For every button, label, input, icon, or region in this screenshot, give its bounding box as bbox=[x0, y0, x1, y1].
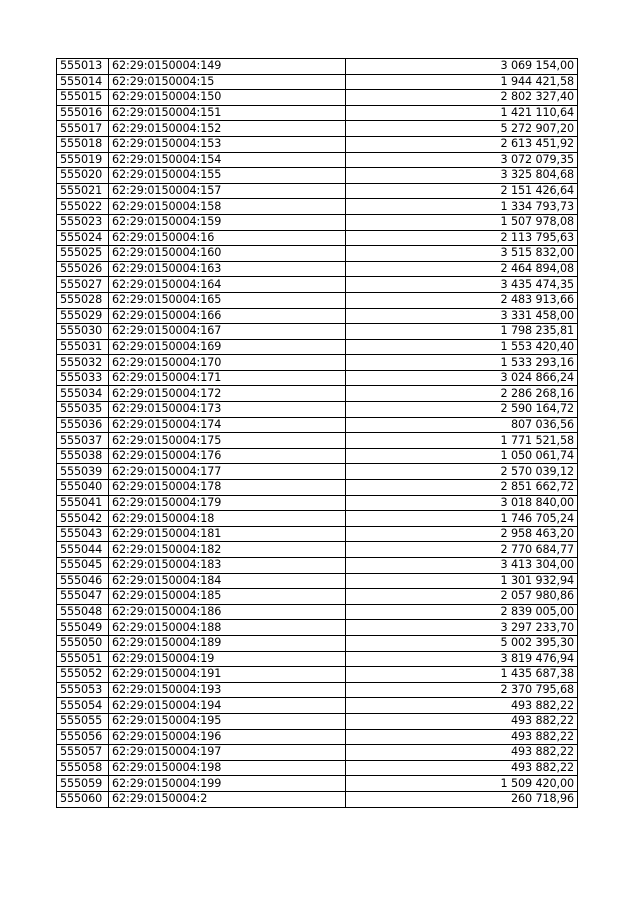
row-number-cell: 555013 bbox=[57, 59, 109, 75]
row-number-cell: 555023 bbox=[57, 214, 109, 230]
table-row bbox=[57, 542, 578, 558]
table-row bbox=[57, 105, 578, 121]
cadastral-value-cell: 3 819 476,94 bbox=[346, 651, 578, 667]
table-row bbox=[57, 760, 578, 776]
table-row bbox=[57, 402, 578, 418]
cadastral-value-cell: 5 272 907,20 bbox=[346, 121, 578, 137]
row-number-cell: 555031 bbox=[57, 339, 109, 355]
cadastral-number-cell: 62:29:0150004:177 bbox=[109, 464, 346, 480]
table-row bbox=[57, 433, 578, 449]
row-number-cell: 555032 bbox=[57, 355, 109, 371]
cadastral-value-cell: 1 553 420,40 bbox=[346, 339, 578, 355]
row-number-cell: 555036 bbox=[57, 417, 109, 433]
cadastral-number-cell: 62:29:0150004:159 bbox=[109, 214, 346, 230]
cadastral-number-cell: 62:29:0150004:167 bbox=[109, 324, 346, 340]
table-row bbox=[57, 199, 578, 215]
cadastral-number-cell: 62:29:0150004:174 bbox=[109, 417, 346, 433]
row-number-cell: 555053 bbox=[57, 682, 109, 698]
row-number-cell: 555040 bbox=[57, 480, 109, 496]
row-number-cell: 555016 bbox=[57, 105, 109, 121]
cadastral-number-cell: 62:29:0150004:152 bbox=[109, 121, 346, 137]
cadastral-value-cell: 493 882,22 bbox=[346, 713, 578, 729]
cadastral-value-cell: 2 958 463,20 bbox=[346, 526, 578, 542]
row-number-cell: 555038 bbox=[57, 448, 109, 464]
cadastral-number-cell: 62:29:0150004:163 bbox=[109, 261, 346, 277]
cadastral-value-cell: 1 533 293,16 bbox=[346, 355, 578, 371]
cadastral-value-cell: 3 325 804,68 bbox=[346, 168, 578, 184]
cadastral-number-cell: 62:29:0150004:171 bbox=[109, 370, 346, 386]
table-row bbox=[57, 74, 578, 90]
row-number-cell: 555034 bbox=[57, 386, 109, 402]
row-number-cell: 555048 bbox=[57, 604, 109, 620]
table-row bbox=[57, 246, 578, 262]
cadastral-number-cell: 62:29:0150004:160 bbox=[109, 246, 346, 262]
cadastral-number-cell: 62:29:0150004:172 bbox=[109, 386, 346, 402]
row-number-cell: 555046 bbox=[57, 573, 109, 589]
cadastral-value-cell: 3 024 866,24 bbox=[346, 370, 578, 386]
table-row bbox=[57, 339, 578, 355]
row-number-cell: 555018 bbox=[57, 136, 109, 152]
table-row bbox=[57, 59, 578, 75]
cadastral-value-cell: 2 370 795,68 bbox=[346, 682, 578, 698]
table-row bbox=[57, 558, 578, 574]
row-number-cell: 555054 bbox=[57, 698, 109, 714]
cadastral-number-cell: 62:29:0150004:198 bbox=[109, 760, 346, 776]
cadastral-number-cell: 62:29:0150004:154 bbox=[109, 152, 346, 168]
table-row bbox=[57, 324, 578, 340]
cadastral-number-cell: 62:29:0150004:184 bbox=[109, 573, 346, 589]
cadastral-value-cell: 807 036,56 bbox=[346, 417, 578, 433]
row-number-cell: 555025 bbox=[57, 246, 109, 262]
table-row bbox=[57, 589, 578, 605]
row-number-cell: 555044 bbox=[57, 542, 109, 558]
cadastral-value-cell: 2 802 327,40 bbox=[346, 90, 578, 106]
table-row bbox=[57, 292, 578, 308]
row-number-cell: 555021 bbox=[57, 183, 109, 199]
cadastral-number-cell: 62:29:0150004:165 bbox=[109, 292, 346, 308]
table-row bbox=[57, 604, 578, 620]
cadastral-number-cell: 62:29:0150004:186 bbox=[109, 604, 346, 620]
cadastral-value-table bbox=[56, 58, 578, 808]
cadastral-value-cell: 1 421 110,64 bbox=[346, 105, 578, 121]
table-row bbox=[57, 620, 578, 636]
row-number-cell: 555015 bbox=[57, 90, 109, 106]
cadastral-value-cell: 1 798 235,81 bbox=[346, 324, 578, 340]
cadastral-number-cell: 62:29:0150004:193 bbox=[109, 682, 346, 698]
row-number-cell: 555059 bbox=[57, 776, 109, 792]
cadastral-number-cell: 62:29:0150004:149 bbox=[109, 59, 346, 75]
cadastral-number-cell: 62:29:0150004:176 bbox=[109, 448, 346, 464]
cadastral-number-cell: 62:29:0150004:188 bbox=[109, 620, 346, 636]
cadastral-value-cell: 260 718,96 bbox=[346, 791, 578, 807]
table-row bbox=[57, 729, 578, 745]
cadastral-value-cell: 2 839 005,00 bbox=[346, 604, 578, 620]
cadastral-value-cell: 1 435 687,38 bbox=[346, 667, 578, 683]
cadastral-value-cell: 2 286 268,16 bbox=[346, 386, 578, 402]
cadastral-value-cell: 493 882,22 bbox=[346, 745, 578, 761]
cadastral-number-cell: 62:29:0150004:175 bbox=[109, 433, 346, 449]
cadastral-value-cell: 2 851 662,72 bbox=[346, 480, 578, 496]
cadastral-number-cell: 62:29:0150004:170 bbox=[109, 355, 346, 371]
cadastral-value-cell: 3 413 304,00 bbox=[346, 558, 578, 574]
cadastral-number-cell: 62:29:0150004:2 bbox=[109, 791, 346, 807]
table-row bbox=[57, 277, 578, 293]
row-number-cell: 555028 bbox=[57, 292, 109, 308]
table-row bbox=[57, 417, 578, 433]
row-number-cell: 555058 bbox=[57, 760, 109, 776]
row-number-cell: 555035 bbox=[57, 402, 109, 418]
cadastral-value-cell: 2 483 913,66 bbox=[346, 292, 578, 308]
table-row bbox=[57, 183, 578, 199]
cadastral-value-cell: 3 072 079,35 bbox=[346, 152, 578, 168]
table-row bbox=[57, 214, 578, 230]
row-number-cell: 555022 bbox=[57, 199, 109, 215]
table-row bbox=[57, 261, 578, 277]
cadastral-value-cell: 2 113 795,63 bbox=[346, 230, 578, 246]
table-row bbox=[57, 370, 578, 386]
cadastral-number-cell: 62:29:0150004:182 bbox=[109, 542, 346, 558]
cadastral-value-cell: 3 515 832,00 bbox=[346, 246, 578, 262]
cadastral-value-cell: 3 435 474,35 bbox=[346, 277, 578, 293]
cadastral-value-cell: 2 570 039,12 bbox=[346, 464, 578, 480]
cadastral-number-cell: 62:29:0150004:18 bbox=[109, 511, 346, 527]
row-number-cell: 555055 bbox=[57, 713, 109, 729]
row-number-cell: 555042 bbox=[57, 511, 109, 527]
cadastral-number-cell: 62:29:0150004:196 bbox=[109, 729, 346, 745]
cadastral-number-cell: 62:29:0150004:173 bbox=[109, 402, 346, 418]
cadastral-number-cell: 62:29:0150004:181 bbox=[109, 526, 346, 542]
table-row bbox=[57, 698, 578, 714]
cadastral-number-cell: 62:29:0150004:158 bbox=[109, 199, 346, 215]
cadastral-value-cell: 2 613 451,92 bbox=[346, 136, 578, 152]
cadastral-number-cell: 62:29:0150004:153 bbox=[109, 136, 346, 152]
cadastral-value-cell: 2 151 426,64 bbox=[346, 183, 578, 199]
row-number-cell: 555024 bbox=[57, 230, 109, 246]
cadastral-number-cell: 62:29:0150004:191 bbox=[109, 667, 346, 683]
cadastral-number-cell: 62:29:0150004:151 bbox=[109, 105, 346, 121]
cadastral-value-cell: 3 297 233,70 bbox=[346, 620, 578, 636]
cadastral-number-cell: 62:29:0150004:16 bbox=[109, 230, 346, 246]
cadastral-number-cell: 62:29:0150004:19 bbox=[109, 651, 346, 667]
cadastral-value-cell: 1 301 932,94 bbox=[346, 573, 578, 589]
row-number-cell: 555047 bbox=[57, 589, 109, 605]
table-row bbox=[57, 573, 578, 589]
cadastral-number-cell: 62:29:0150004:195 bbox=[109, 713, 346, 729]
cadastral-value-cell: 1 050 061,74 bbox=[346, 448, 578, 464]
table-row bbox=[57, 791, 578, 807]
row-number-cell: 555057 bbox=[57, 745, 109, 761]
row-number-cell: 555052 bbox=[57, 667, 109, 683]
cadastral-number-cell: 62:29:0150004:178 bbox=[109, 480, 346, 496]
row-number-cell: 555060 bbox=[57, 791, 109, 807]
row-number-cell: 555017 bbox=[57, 121, 109, 137]
cadastral-value-cell: 2 057 980,86 bbox=[346, 589, 578, 605]
table-row bbox=[57, 121, 578, 137]
cadastral-value-cell: 1 507 978,08 bbox=[346, 214, 578, 230]
table-row bbox=[57, 480, 578, 496]
table-row bbox=[57, 448, 578, 464]
cadastral-value-cell: 1 334 793,73 bbox=[346, 199, 578, 215]
row-number-cell: 555056 bbox=[57, 729, 109, 745]
cadastral-number-cell: 62:29:0150004:155 bbox=[109, 168, 346, 184]
cadastral-number-cell: 62:29:0150004:194 bbox=[109, 698, 346, 714]
cadastral-value-cell: 2 590 164,72 bbox=[346, 402, 578, 418]
cadastral-number-cell: 62:29:0150004:185 bbox=[109, 589, 346, 605]
row-number-cell: 555041 bbox=[57, 495, 109, 511]
cadastral-value-cell: 493 882,22 bbox=[346, 729, 578, 745]
cadastral-value-cell: 1 944 421,58 bbox=[346, 74, 578, 90]
row-number-cell: 555020 bbox=[57, 168, 109, 184]
row-number-cell: 555037 bbox=[57, 433, 109, 449]
table-row bbox=[57, 168, 578, 184]
cadastral-value-cell: 1 746 705,24 bbox=[346, 511, 578, 527]
cadastral-value-cell: 5 002 395,30 bbox=[346, 635, 578, 651]
table-row bbox=[57, 464, 578, 480]
cadastral-value-cell: 1 509 420,00 bbox=[346, 776, 578, 792]
row-number-cell: 555014 bbox=[57, 74, 109, 90]
cadastral-number-cell: 62:29:0150004:197 bbox=[109, 745, 346, 761]
cadastral-number-cell: 62:29:0150004:15 bbox=[109, 74, 346, 90]
table-row bbox=[57, 745, 578, 761]
row-number-cell: 555039 bbox=[57, 464, 109, 480]
cadastral-number-cell: 62:29:0150004:189 bbox=[109, 635, 346, 651]
row-number-cell: 555019 bbox=[57, 152, 109, 168]
cadastral-value-cell: 2 464 894,08 bbox=[346, 261, 578, 277]
cadastral-value-cell: 493 882,22 bbox=[346, 760, 578, 776]
table-row bbox=[57, 308, 578, 324]
table-row bbox=[57, 136, 578, 152]
table-row bbox=[57, 386, 578, 402]
row-number-cell: 555049 bbox=[57, 620, 109, 636]
row-number-cell: 555045 bbox=[57, 558, 109, 574]
table-row bbox=[57, 355, 578, 371]
table-row bbox=[57, 667, 578, 683]
row-number-cell: 555050 bbox=[57, 635, 109, 651]
table-row bbox=[57, 526, 578, 542]
row-number-cell: 555033 bbox=[57, 370, 109, 386]
cadastral-number-cell: 62:29:0150004:179 bbox=[109, 495, 346, 511]
cadastral-number-cell: 62:29:0150004:157 bbox=[109, 183, 346, 199]
table-row bbox=[57, 776, 578, 792]
cadastral-value-cell: 493 882,22 bbox=[346, 698, 578, 714]
table-row bbox=[57, 90, 578, 106]
table-row bbox=[57, 230, 578, 246]
table-body bbox=[57, 59, 578, 808]
row-number-cell: 555029 bbox=[57, 308, 109, 324]
table-row bbox=[57, 152, 578, 168]
table-row bbox=[57, 495, 578, 511]
cadastral-value-cell: 3 069 154,00 bbox=[346, 59, 578, 75]
table-row bbox=[57, 682, 578, 698]
row-number-cell: 555043 bbox=[57, 526, 109, 542]
table-row bbox=[57, 651, 578, 667]
cadastral-number-cell: 62:29:0150004:164 bbox=[109, 277, 346, 293]
cadastral-number-cell: 62:29:0150004:150 bbox=[109, 90, 346, 106]
table-row bbox=[57, 713, 578, 729]
cadastral-value-cell: 3 018 840,00 bbox=[346, 495, 578, 511]
cadastral-value-cell: 3 331 458,00 bbox=[346, 308, 578, 324]
table-row bbox=[57, 511, 578, 527]
row-number-cell: 555027 bbox=[57, 277, 109, 293]
row-number-cell: 555030 bbox=[57, 324, 109, 340]
row-number-cell: 555026 bbox=[57, 261, 109, 277]
cadastral-number-cell: 62:29:0150004:166 bbox=[109, 308, 346, 324]
cadastral-number-cell: 62:29:0150004:183 bbox=[109, 558, 346, 574]
cadastral-number-cell: 62:29:0150004:169 bbox=[109, 339, 346, 355]
row-number-cell: 555051 bbox=[57, 651, 109, 667]
cadastral-number-cell: 62:29:0150004:199 bbox=[109, 776, 346, 792]
cadastral-value-cell: 1 771 521,58 bbox=[346, 433, 578, 449]
table-row bbox=[57, 635, 578, 651]
cadastral-value-cell: 2 770 684,77 bbox=[346, 542, 578, 558]
